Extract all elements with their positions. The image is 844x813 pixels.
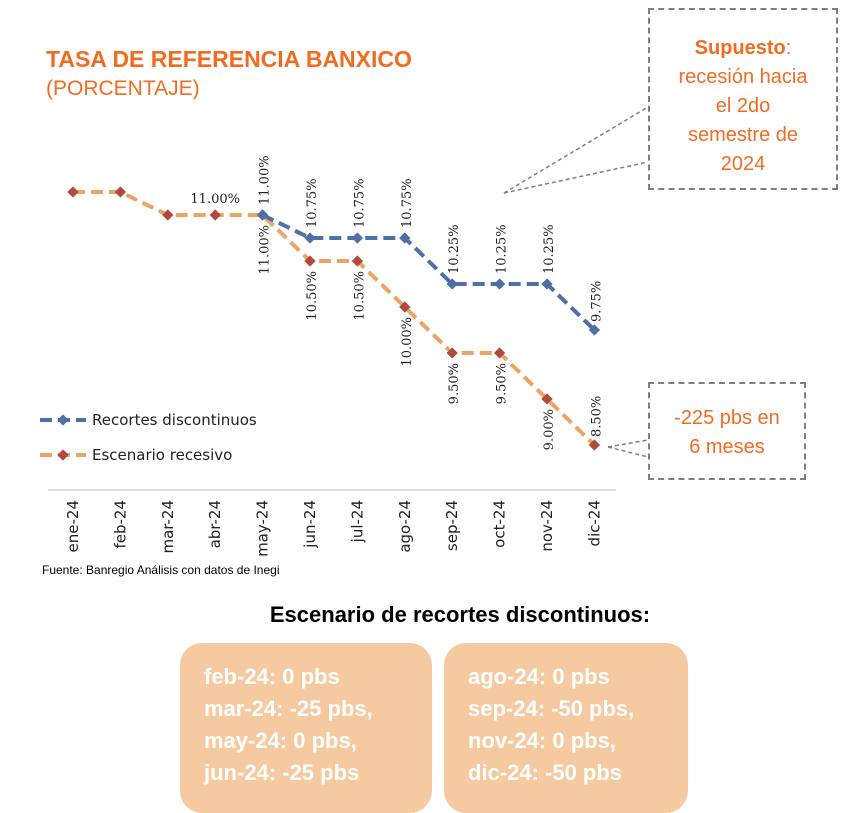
callout-connector bbox=[504, 107, 648, 193]
x-tick-label: ago-24 bbox=[395, 500, 414, 553]
data-label: 9.00% bbox=[542, 409, 557, 451]
x-tick-label: dic-24 bbox=[585, 500, 604, 547]
data-point-marker bbox=[67, 186, 78, 197]
callout-connector bbox=[608, 440, 648, 447]
data-label: 10.25% bbox=[494, 224, 510, 274]
data-label: 9.50% bbox=[447, 363, 463, 405]
data-label: 10.50% bbox=[305, 271, 320, 321]
x-tick-label: oct-24 bbox=[490, 499, 509, 548]
card-line: may-24: 0 pbs, bbox=[204, 728, 357, 753]
data-point-marker bbox=[115, 186, 126, 197]
data-point-marker bbox=[210, 209, 221, 220]
data-label: 10.75% bbox=[305, 178, 320, 228]
card-line: ago-24: 0 pbs bbox=[468, 664, 610, 689]
cut-line: -225 pbs en bbox=[674, 407, 780, 429]
x-tick-label: jul-24 bbox=[348, 500, 367, 543]
callout-connector bbox=[608, 447, 648, 457]
card-line: jun-24: -25 pbs bbox=[204, 760, 360, 785]
x-tick-label: mar-24 bbox=[158, 500, 177, 554]
x-tick-label: ene-24 bbox=[64, 500, 82, 553]
assumption-line: el 2do bbox=[715, 95, 771, 117]
data-label: 11.00% bbox=[257, 225, 273, 275]
source-note: Fuente: Banregio Análisis con datos de Inegi bbox=[42, 563, 280, 577]
data-label: 10.25% bbox=[542, 224, 557, 274]
card-line: nov-24: 0 pbs, bbox=[468, 728, 616, 753]
assumption-line: recesión hacia bbox=[678, 66, 808, 88]
data-label: 10.00% bbox=[399, 317, 415, 367]
cut-callout bbox=[648, 382, 806, 480]
assumption-line: semestre de bbox=[687, 124, 799, 146]
data-label: 10.50% bbox=[352, 271, 368, 321]
chart-subtitle: (PORCENTAJE) bbox=[46, 77, 200, 100]
data-label: 10.25% bbox=[447, 224, 463, 274]
assumption-callout bbox=[648, 8, 838, 190]
data-label: 11.00% bbox=[190, 192, 240, 207]
card-line: mar-24: -25 pbs, bbox=[204, 696, 373, 721]
x-tick-label: may-24 bbox=[253, 500, 272, 557]
legend-label: Escenario recesivo bbox=[92, 446, 233, 464]
data-label: 8.50% bbox=[589, 395, 605, 437]
x-tick-label: jun-24 bbox=[301, 500, 319, 548]
callout-connector bbox=[504, 162, 648, 193]
data-label: 10.75% bbox=[399, 178, 415, 228]
x-tick-label: abr-24 bbox=[206, 500, 225, 549]
data-point-marker bbox=[352, 232, 363, 243]
x-tick-label: feb-24 bbox=[111, 500, 130, 549]
scenario-title: Escenario de recortes discontinuos: bbox=[269, 602, 651, 627]
assumption-label: Supuesto bbox=[694, 37, 786, 59]
x-tick-label: nov-24 bbox=[538, 500, 556, 552]
chart-title: TASA DE REFERENCIA BANXICO bbox=[46, 46, 412, 72]
data-label: 10.75% bbox=[352, 178, 368, 228]
assumption-colon: : bbox=[785, 37, 792, 59]
legend-swatch-marker bbox=[57, 449, 68, 460]
series-line bbox=[73, 192, 594, 445]
scenario-card-second-half bbox=[444, 643, 688, 813]
data-label: 11.00% bbox=[257, 155, 273, 205]
card-line: dic-24: -50 pbs bbox=[468, 760, 623, 785]
card-line: sep-24: -50 pbs, bbox=[468, 696, 635, 721]
data-label: 9.50% bbox=[494, 362, 510, 405]
scenario-card-first-half bbox=[180, 643, 432, 813]
cut-line: 6 meses bbox=[689, 436, 765, 458]
data-point-marker bbox=[494, 278, 505, 289]
x-tick-label: sep-24 bbox=[443, 500, 462, 552]
card-line: feb-24: 0 pbs bbox=[204, 664, 340, 689]
data-label: 9.75% bbox=[589, 280, 605, 322]
legend-label: Recortes discontinuos bbox=[92, 411, 257, 429]
assumption-line: 2024 bbox=[720, 153, 766, 175]
legend-swatch-marker bbox=[57, 414, 68, 425]
